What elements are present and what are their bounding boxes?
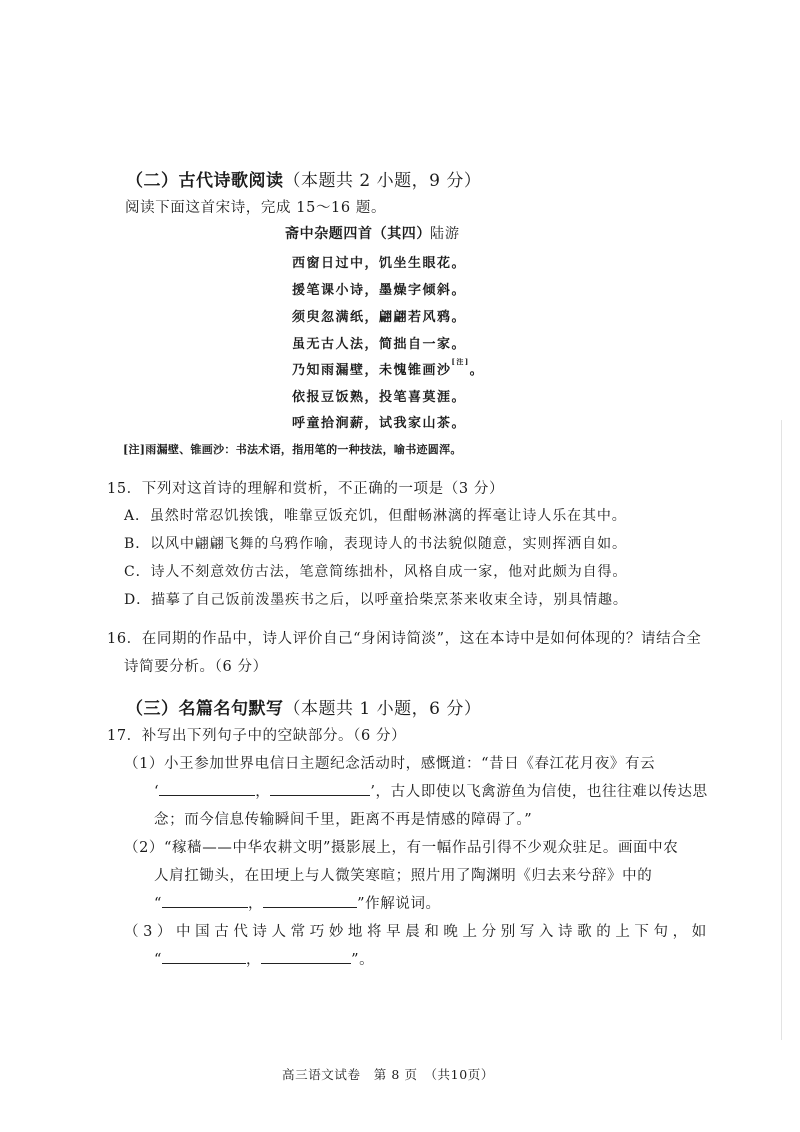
poem-line-5-text: 乃知雨漏壁，未愧锥画沙	[292, 363, 452, 378]
q17-part2-comma: ，	[248, 896, 264, 912]
q15-option-d: D．描摹了自己饭前泼墨疾书之后，以呼童拾柴烹茶来收束全诗，别具情趣。	[124, 592, 628, 608]
section2-heading	[126, 166, 481, 191]
section3-heading-title: （三）名篇名句默写	[126, 699, 284, 719]
section2-heading-note: （本题共 2 小题，9 分）	[283, 171, 482, 191]
poem-author: 陆游	[430, 226, 460, 242]
q15-stem: 15．下列对这首诗的理解和赏析，不正确的一项是（3 分）	[107, 481, 505, 497]
poem-line-4: 虽无古人法，简拙自一家。	[292, 337, 467, 352]
q16-line-2: 诗简要分析。（6 分）	[124, 659, 268, 675]
q17-part1-line3: 念；而今信息传输瞬间千里，距离不再是情感的障碍了。”	[154, 812, 533, 828]
q15-option-c: C．诗人不刻意效仿古法，笔意简练拙朴，风格自成一家，他对此颇为自得。	[124, 564, 628, 580]
q16-line-1: 16．在同期的作品中，诗人评价自己“身闲诗简淡”，这在本诗中是如何体现的？请结合全	[107, 631, 702, 647]
q15-option-b: B．以风中翩翩飞舞的乌鸦作喻，表现诗人的书法貌似随意，实则挥洒自如。	[124, 536, 627, 552]
scan-edge-line	[781, 420, 782, 1040]
page-footer: 高三语文试卷 第 8 页 （共10页）	[282, 1067, 494, 1082]
q15-option-a: A．虽然时常忍饥挨饿，唯靠豆饭充饥，但酣畅淋漓的挥毫让诗人乐在其中。	[124, 508, 627, 524]
q17-part2-open-quote: “	[154, 896, 163, 912]
q17-part1-comma: ，	[255, 784, 271, 800]
q17-part3-line2	[154, 948, 374, 969]
poem-line-5	[292, 359, 484, 378]
q17-part3-blank-2[interactable]	[261, 949, 351, 964]
q17-part1-blank-2[interactable]	[270, 781, 370, 796]
q17-part1-open-quote: ‘	[154, 784, 160, 800]
q17-part3-open-quote: “	[154, 952, 163, 968]
poem-title: 斋中杂题四首（其四）	[285, 226, 431, 242]
q17-part3-blank-1[interactable]	[162, 949, 246, 964]
poem-line-2: 援笔课小诗，墨燥字倾斜。	[292, 283, 467, 298]
q17-part2-blank-2[interactable]	[263, 893, 357, 908]
q17-stem: 17．补写出下列句子中的空缺部分。（6 分）	[107, 728, 407, 744]
q17-part1-line2	[154, 780, 708, 801]
q17-part2-line2: 人肩扛锄头，在田埂上与人微笑寒暄；照片用了陶渊明《归去来兮辞》中的	[154, 868, 653, 884]
footnote-mark: [注]	[451, 357, 470, 366]
poem-line-6: 依报豆饭熟，投笔喜莫涯。	[292, 390, 467, 405]
poem-line-3: 须臾忽满纸，翩翩若风鸦。	[292, 310, 467, 325]
q17-part3-line1: （3）中国古代诗人常巧妙地将早晨和晚上分别写入诗歌的上下句，如	[124, 924, 711, 940]
section3-heading-note: （本题共 1 小题，6 分）	[283, 699, 482, 719]
q17-part2-line1: （2）“稼穑——中华农耕文明”摄影展上，有一幅作品引得不少观众驻足。画面中农	[124, 840, 679, 856]
q17-part3-comma: ，	[246, 952, 262, 968]
q17-part2-blank-1[interactable]	[162, 893, 248, 908]
poem-line-1: 西窗日过中，饥坐生眼花。	[292, 256, 467, 271]
section2-intro: 阅读下面这首宋诗，完成 15～16 题。	[125, 200, 387, 216]
q17-part3-after: ”。	[351, 952, 375, 968]
section3-heading	[126, 694, 481, 719]
section2-heading-title: （二）古代诗歌阅读	[126, 171, 284, 191]
q17-part1-blank-1[interactable]	[159, 781, 255, 796]
q17-part1-after: ’，古人即使以飞禽游鱼为信使，也往往难以传达思	[370, 784, 708, 800]
poem-line-5-end: 。	[469, 363, 485, 378]
poem-annotation: [注]雨漏壁、锥画沙：书法术语，指用笔的一种技法，喻书迹圆浑。	[123, 443, 462, 456]
poem-line-7: 呼童拾涧薪，试我家山茶。	[292, 416, 467, 431]
q17-part2-after: ”作解说词。	[357, 896, 441, 912]
q17-part1-line1: （1）小王参加世界电信日主题纪念活动时，感慨道：“昔日《春江花月夜》有云	[124, 756, 656, 772]
q17-part2-line3	[154, 892, 441, 913]
